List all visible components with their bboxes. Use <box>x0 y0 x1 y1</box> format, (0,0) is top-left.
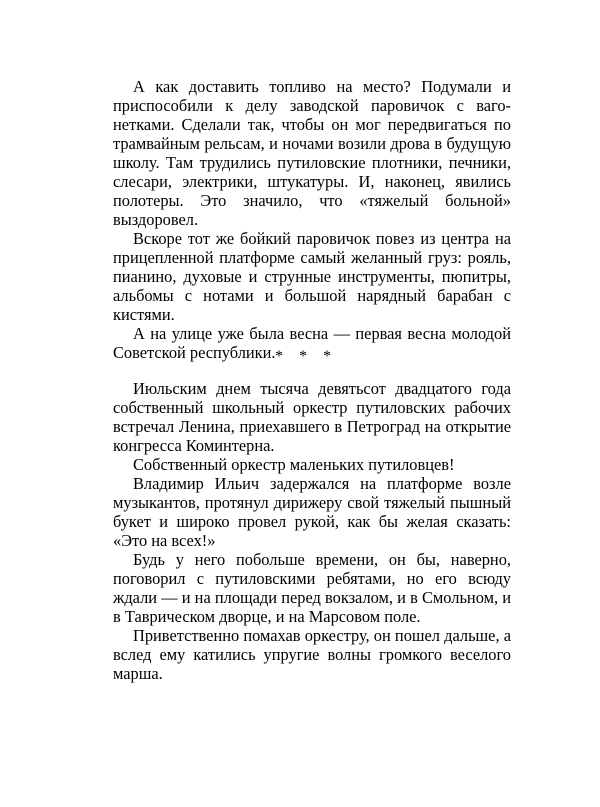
paragraph: Приветственно помахав оркестру, он пошел дальше, а вслед ему катились упругие волны громкого веселого марша. <box>113 626 511 683</box>
section-separator: * * * <box>275 348 337 365</box>
paragraph: Июльским днем тысяча девятьсот двадцатого года собственный школьный оркестр путиловских рабочих встречал Ленина, приехавшего в Петроград на открытие конгресса Коминтерна. <box>113 379 511 455</box>
paragraph: А на улице уже была весна — первая весна молодой Советской республики. <box>113 324 511 362</box>
text-section-1 <box>113 77 511 362</box>
paragraph: Вскоре тот же бойкий паровичок повез из центра на прицепленной платформе самый желанный груз: рояль, пианино, духовые и струнные инструменты, пюпитры, альбомы с нотами и большой нарядный барабан с кистями. <box>113 229 511 324</box>
paragraph: А как доставить топливо на место? Подумали и приспособили к делу заводской паровичок с вагонетками. Сделали так, чтобы он мог передвигаться по трамвайным рельсам, и ночами возили дрова в будущую школу. Там трудились путиловские плотники, печники, слесари, электрики, штукатуры. И, наконец, явились полотеры. Это значило, что «тяжелый больной» выздоровел. <box>113 77 511 229</box>
text-section-2 <box>113 379 511 683</box>
paragraph: Будь у него побольше времени, он бы, наверно, поговорил с путиловскими ребятами, но его всюду ждали — и на площади перед вокзалом, и в Смольном, и в Таврическом дворце, и на Марсовом поле. <box>113 550 511 626</box>
paragraph: Владимир Ильич задержался на платформе возле музыкантов, протянул дирижеру свой тяжелый пышный букет и широко провел рукой, как бы желая сказать: «Это на всех!» <box>113 474 511 550</box>
paragraph: Собственный оркестр маленьких путиловцев! <box>133 455 455 474</box>
